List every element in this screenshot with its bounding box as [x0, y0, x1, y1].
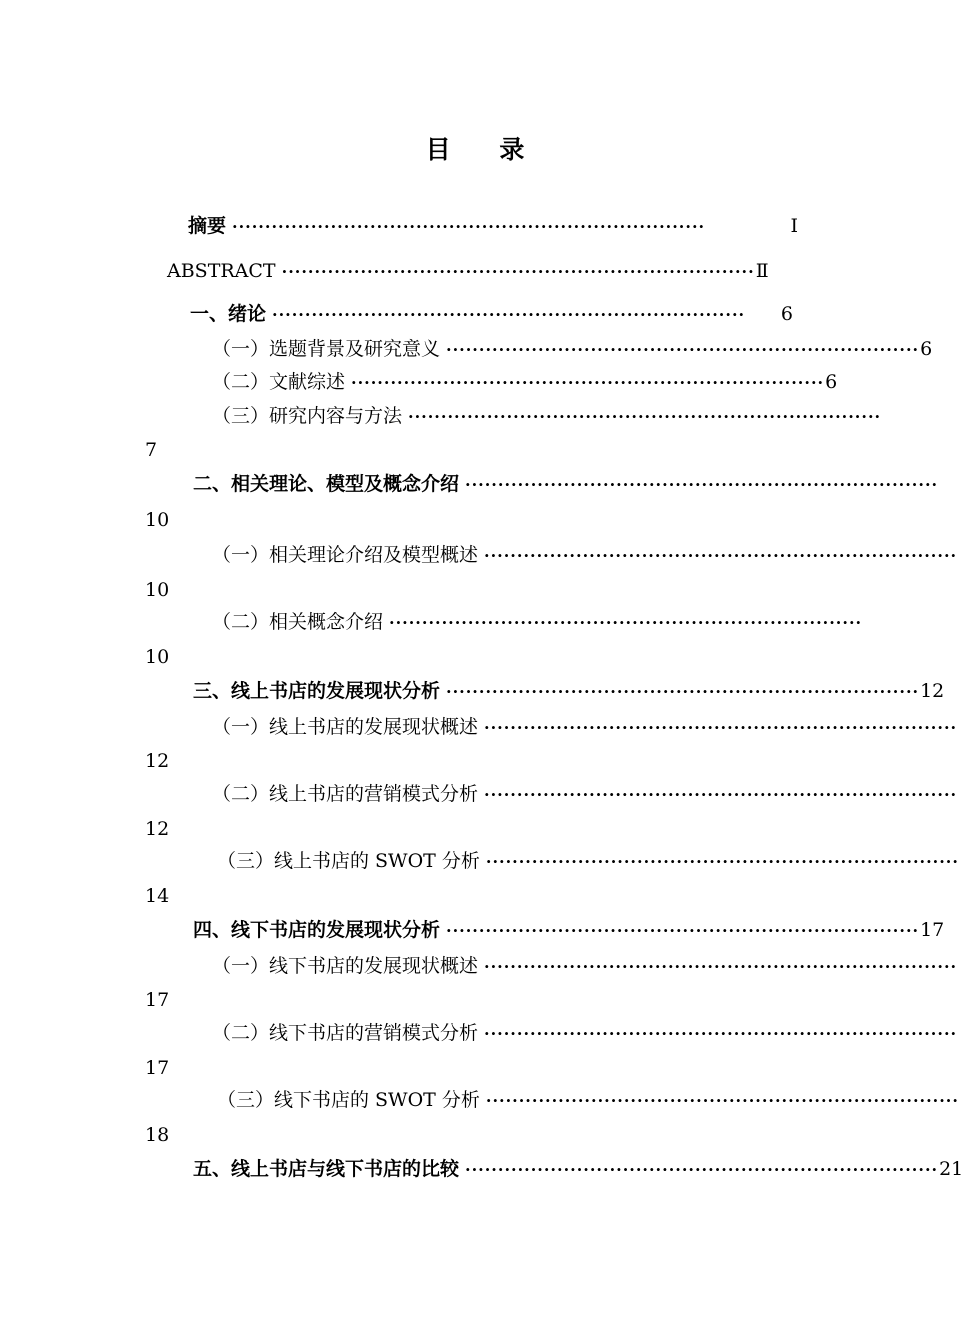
toc-entry-page: 21 [939, 1158, 963, 1180]
toc-leader-dots: ········································································ [484, 957, 958, 976]
toc-leader-dots: ········································································ [485, 1091, 959, 1110]
toc-entry-page: 7 [145, 439, 158, 461]
toc-entry-3-1[interactable] [212, 715, 958, 740]
toc-entry-chapter-1[interactable] [190, 302, 793, 327]
toc-entry-label: 摘要 [188, 215, 227, 237]
toc-leader-dots: ········································································ [446, 340, 920, 359]
toc-entry-page: Ⅱ [755, 260, 769, 282]
toc-leader-dots: ········································································ [484, 718, 958, 737]
toc-entry-page: 12 [920, 680, 945, 702]
toc-entry-chapter-4[interactable] [193, 918, 945, 943]
toc-leader-dots: ········································································ [465, 475, 939, 494]
toc-entry-3-2[interactable] [212, 782, 958, 807]
toc-leader-dots: ········································································ [484, 785, 958, 804]
toc-leader-dots: ········································································ [408, 407, 882, 426]
toc-leader-dots: ········································································ [484, 546, 958, 565]
toc-entry-label: （一）线上书店的发展现状概述 [212, 716, 479, 738]
toc-entry-label: （一）相关理论介绍及模型概述 [212, 544, 479, 566]
toc-entry-page: Ⅰ [790, 215, 798, 237]
toc-entry-page: 10 [145, 579, 170, 601]
toc-entry-label: ABSTRACT [167, 260, 276, 282]
toc-leader-dots: ········································································ [465, 1160, 939, 1179]
toc-entry-2-1[interactable] [212, 543, 958, 568]
toc-entry-4-1[interactable] [212, 954, 958, 979]
toc-entry-page: 12 [145, 818, 170, 840]
toc-entry-label: 一、绪论 [190, 303, 267, 325]
toc-entry-label: （一）线下书店的发展现状概述 [212, 955, 479, 977]
toc-entry-1-3[interactable] [212, 404, 882, 429]
toc-entry-page: 6 [780, 303, 793, 325]
toc-title: 目 录 [425, 135, 545, 164]
toc-entry-page: 18 [145, 1124, 170, 1146]
toc-entry-abstract-cn[interactable] [188, 214, 798, 239]
toc-entry-page: 17 [145, 989, 170, 1011]
toc-entry-label: （二）相关概念介绍 [212, 611, 384, 633]
toc-leader-dots: ········································································ [281, 262, 755, 281]
toc-entry-page: 6 [825, 371, 838, 393]
toc-entry-label: 五、线上书店与线下书店的比较 [193, 1158, 460, 1180]
toc-leader-dots: ········································································ [232, 217, 706, 236]
toc-entry-page: 17 [145, 1057, 170, 1079]
toc-entry-page: 10 [145, 509, 170, 531]
toc-entry-page: 14 [145, 885, 170, 907]
toc-entry-label: （一）选题背景及研究意义 [212, 338, 441, 360]
toc-entry-page: 6 [920, 338, 933, 360]
toc-entry-label: 二、相关理论、模型及概念介绍 [193, 473, 460, 495]
toc-entry-label: （二）线上书店的营销模式分析 [212, 783, 479, 805]
toc-leader-dots: ········································································ [446, 921, 920, 940]
toc-entry-chapter-3[interactable] [193, 679, 945, 704]
toc-entry-page: 12 [145, 750, 170, 772]
toc-entry-label: （三）线下书店的 SWOT 分析 [217, 1089, 480, 1111]
toc-entry-label: （二）文献综述 [212, 371, 346, 393]
toc-entry-1-1[interactable] [212, 337, 933, 362]
toc-entry-label: （三）研究内容与方法 [212, 405, 403, 427]
toc-leader-dots: ········································································ [485, 852, 959, 871]
toc-entry-chapter-5[interactable] [193, 1157, 963, 1182]
toc-entry-1-2[interactable] [212, 370, 838, 395]
toc-entry-label: （二）线下书店的营销模式分析 [212, 1022, 479, 1044]
toc-leader-dots: ········································································ [484, 1024, 958, 1043]
toc-entry-label: 四、线下书店的发展现状分析 [193, 919, 441, 941]
toc-entry-2-2[interactable] [212, 610, 863, 635]
toc-entry-4-2[interactable] [212, 1021, 958, 1046]
toc-leader-dots: ········································································ [272, 305, 746, 324]
toc-entry-chapter-2[interactable] [193, 472, 939, 497]
toc-leader-dots: ········································································ [351, 373, 825, 392]
toc-entry-4-3[interactable] [217, 1088, 959, 1113]
toc-entry-abstract-en[interactable] [167, 259, 769, 284]
toc-entry-label: 三、线上书店的发展现状分析 [193, 680, 441, 702]
toc-entry-3-3[interactable] [217, 849, 959, 874]
toc-entry-page: 17 [920, 919, 945, 941]
toc-entry-label: （三）线上书店的 SWOT 分析 [217, 850, 480, 872]
toc-leader-dots: ········································································ [389, 613, 863, 632]
toc-entry-page: 10 [145, 646, 170, 668]
toc-leader-dots: ········································································ [446, 682, 920, 701]
